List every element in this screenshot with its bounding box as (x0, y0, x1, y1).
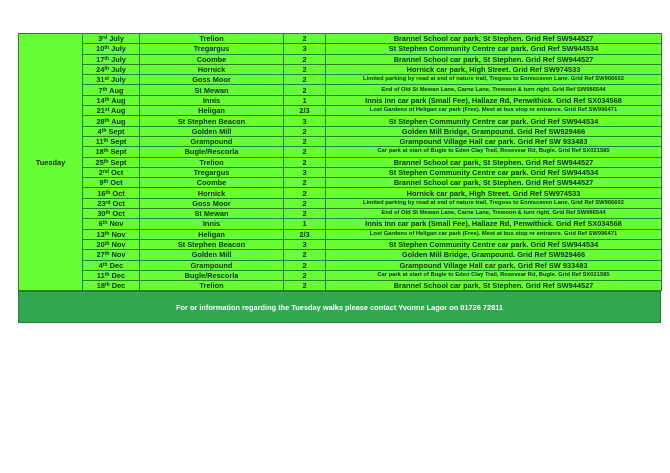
walk-date (83, 116, 140, 126)
walk-place: Hornick (140, 188, 284, 198)
date-day: 31 (96, 75, 105, 85)
walk-grade: 2 (284, 64, 326, 74)
date-suffix: th (104, 96, 110, 103)
walk-meeting-point: End of Old St Mewan Lane, Carne Lane, Trewoon & turn right. Grid Ref SW986544 (326, 85, 662, 95)
date-day: 4 (98, 260, 103, 270)
date-suffix: rd (102, 35, 108, 42)
walk-place: Golden Mill (140, 126, 284, 136)
walk-row (19, 198, 662, 208)
date-month: Oct (112, 188, 125, 198)
walk-date (83, 136, 140, 146)
walk-date (83, 209, 140, 219)
walk-date (83, 157, 140, 167)
walk-place: Trelion (140, 34, 284, 44)
date-month: Sept (110, 157, 127, 167)
walk-row (19, 157, 662, 167)
date-month: Sept (110, 137, 127, 147)
walk-row (19, 126, 662, 136)
date-suffix: th (104, 117, 110, 124)
date-day: 6 (98, 219, 103, 229)
walk-date (83, 281, 140, 291)
walk-place: St Stephen Beacon (140, 239, 284, 249)
walks-table (18, 33, 662, 291)
date-day: 27 (96, 250, 105, 260)
walk-date (83, 95, 140, 105)
walk-date (83, 106, 140, 116)
walk-place: Coombe (140, 178, 284, 188)
walk-row (19, 219, 662, 229)
date-suffix: nd (102, 169, 109, 175)
date-day: 10 (96, 44, 105, 54)
walk-grade: 2 (284, 136, 326, 146)
walk-meeting-point: Brannel School car park, St Stephen. Grid Ref SW944527 (326, 34, 662, 44)
walk-place: Innis (140, 95, 284, 105)
walk-place: Heligan (140, 229, 284, 239)
date-suffix: th (102, 220, 108, 227)
date-suffix: th (104, 66, 110, 73)
date-day: 3 (98, 34, 103, 44)
walk-date (83, 167, 140, 177)
walk-meeting-point: St Stephen Community Centre car park. Grid Ref SW944534 (326, 44, 662, 54)
walk-date (83, 44, 140, 54)
walk-date (83, 147, 140, 157)
walk-meeting-point: Brannel School car park, St Stephen. Grid Ref SW944527 (326, 178, 662, 188)
walk-date (83, 178, 140, 188)
walk-place: St Stephen Beacon (140, 116, 284, 126)
walk-date (83, 260, 140, 270)
date-day: 18 (95, 147, 104, 157)
walk-place: Heligan (140, 106, 284, 116)
walk-place: St Mewan (140, 209, 284, 219)
walk-grade: 2 (284, 85, 326, 95)
walks-schedule (18, 33, 661, 323)
date-day: 14 (96, 95, 105, 105)
walks-table-body (19, 34, 662, 291)
date-suffix: th (105, 189, 111, 196)
date-day: 20 (96, 240, 105, 250)
walk-meeting-point: Brannel School car park, St Stephen. Grid Ref SW944527 (326, 54, 662, 64)
walk-grade: 2 (284, 34, 326, 44)
walk-place: Trelion (140, 157, 284, 167)
walk-meeting-point: Hornick car park, High Street. Grid Ref SW974533 (326, 188, 662, 198)
date-suffix: th (104, 45, 110, 52)
walk-date (83, 239, 140, 249)
date-day: 7 (98, 85, 103, 95)
date-month: Oct (110, 178, 123, 188)
date-suffix: th (103, 138, 109, 145)
date-day: 18 (96, 281, 105, 291)
date-suffix: rd (105, 199, 111, 206)
walk-grade: 2 (284, 198, 326, 208)
walk-grade: 2 (284, 281, 326, 291)
date-month: Nov (111, 250, 126, 260)
date-suffix: st (104, 76, 109, 83)
date-day: 11 (95, 137, 104, 147)
date-month: Sept (108, 126, 125, 136)
walk-date (83, 188, 140, 198)
walk-meeting-point: St Stephen Community Centre car park. Grid Ref SW944534 (326, 116, 662, 126)
walk-row (19, 250, 662, 260)
contact-footer (18, 291, 661, 323)
walk-place: Golden Mill (140, 250, 284, 260)
walk-meeting-point: Hornick car park, High Street. Grid Ref SW974533 (326, 64, 662, 74)
date-month: Nov (109, 219, 124, 229)
date-month: Dec (109, 260, 124, 270)
walk-meeting-point: Limited parking by road at end of nature trail, Tregoss to Enniscaven Lane. Grid Ref SW966602 (326, 198, 662, 208)
walk-row (19, 229, 662, 239)
walk-row (19, 188, 662, 198)
walk-meeting-point: Golden Mill Bridge, Grampound. Grid Ref SW929466 (326, 250, 662, 260)
walk-row (19, 209, 662, 219)
walk-date (83, 85, 140, 95)
walk-meeting-point: Lost Gardens of Heligan car park (Free). Meet at bus stop nr entrance. Grid Ref SW996471 (326, 229, 662, 239)
walk-row (19, 54, 662, 64)
date-day: 30 (97, 209, 106, 219)
walk-meeting-point: Limited parking by road at end of nature trail, Tregoss to Enniscaven Lane. Grid Ref SW966602 (326, 75, 662, 85)
walk-meeting-point: Car park at start of Bugle to Eden Clay Trail, Rosevear Rd, Bugle. Grid Ref SX021585 (326, 147, 662, 157)
walk-row (19, 147, 662, 157)
date-month: July (111, 65, 126, 75)
walk-meeting-point: St Stephen Community Centre car park. Grid Ref SW944534 (326, 239, 662, 249)
date-day: 11 (96, 270, 105, 280)
walk-meeting-point: St Stephen Community Centre car park. Grid Ref SW944534 (326, 167, 662, 177)
walk-grade: 2 (284, 260, 326, 270)
date-suffix: th (104, 241, 110, 248)
date-suffix: th (104, 230, 110, 237)
walk-date (83, 126, 140, 136)
walk-row (19, 260, 662, 270)
walk-row (19, 270, 662, 280)
walk-grade: 2 (284, 75, 326, 85)
date-suffix: th (104, 251, 110, 258)
walk-date (83, 270, 140, 280)
date-month: Aug (111, 95, 126, 105)
walk-place: Innis (140, 219, 284, 229)
walk-grade: 2 (284, 157, 326, 167)
walk-grade: 2 (284, 126, 326, 136)
date-day: 25 (95, 157, 104, 167)
date-month: Aug (111, 116, 126, 126)
walk-row (19, 136, 662, 146)
walk-meeting-point: End of Old St Mewan Lane, Carne Lane, Trewoon & turn right. Grid Ref SW986544 (326, 209, 662, 219)
date-suffix: th (102, 86, 108, 93)
date-month: Sept (110, 147, 127, 157)
date-day: 16 (97, 188, 106, 198)
walk-meeting-point: Lost Gardens of Heligan car park (Free). Meet at bus stop nr entrance. Grid Ref SW996471 (326, 106, 662, 116)
date-month: Dec (111, 270, 126, 280)
walk-row (19, 64, 662, 74)
walk-meeting-point: Brannel School car park, St Stephen. Grid Ref SW944527 (326, 157, 662, 167)
date-suffix: th (103, 158, 109, 165)
walk-date (83, 54, 140, 64)
date-month: July (111, 54, 126, 64)
date-month: Oct (110, 168, 124, 177)
walk-row (19, 34, 662, 44)
walk-place: Grampound (140, 136, 284, 146)
walk-date (83, 229, 140, 239)
date-suffix: th (104, 271, 110, 278)
walk-row (19, 167, 662, 177)
date-month: Oct (112, 209, 125, 219)
walk-grade: 3 (284, 239, 326, 249)
walk-row (19, 239, 662, 249)
walk-grade: 3 (284, 116, 326, 126)
date-day: 24 (96, 65, 105, 75)
walk-date (83, 64, 140, 74)
walk-row (19, 281, 662, 291)
date-month: Nov (111, 229, 126, 239)
walk-meeting-point: Grampound Village Hall car park. Grid Ref SW 933483 (326, 136, 662, 146)
walk-grade: 2 (284, 178, 326, 188)
walk-date (83, 219, 140, 229)
walk-date (83, 75, 140, 85)
date-month: July (110, 75, 126, 85)
date-day: 21 (96, 106, 105, 116)
walk-place: Coombe (140, 54, 284, 64)
walk-date (83, 198, 140, 208)
walk-grade: 2 (284, 209, 326, 219)
date-month: July (111, 44, 126, 54)
contact-text: For or information regarding the Tuesday walks please contact Yvonne Lagor on 01726 72811 (175, 302, 504, 312)
walk-row (19, 106, 662, 116)
walk-row (19, 95, 662, 105)
walk-meeting-point: Innis Inn car park (Small Fee), Hallaze Rd, Penwithick. Grid Ref SX034568 (326, 95, 662, 105)
date-day: 2 (98, 168, 103, 177)
walk-grade: 2 (284, 250, 326, 260)
date-day: 17 (96, 54, 105, 64)
walk-grade: 1 (284, 95, 326, 105)
walk-place: Bugle/Rescorla (140, 270, 284, 280)
walk-meeting-point: Grampound Village Hall car park. Grid Ref SW 933483 (326, 260, 662, 270)
walk-place: Tregargus (140, 44, 284, 54)
date-month: Oct (112, 198, 125, 208)
walk-grade: 2 (284, 188, 326, 198)
date-suffix: th (101, 127, 107, 134)
walk-grade: 3 (284, 44, 326, 54)
walk-place: Tregargus (140, 167, 284, 177)
walk-place: Bugle/Rescorla (140, 147, 284, 157)
walk-place: Grampound (140, 260, 284, 270)
walk-place: Goss Moor (140, 75, 284, 85)
day-label: Tuesday (19, 34, 83, 291)
date-day: 13 (96, 229, 105, 239)
walk-date (83, 250, 140, 260)
walk-grade: 2/3 (284, 229, 326, 239)
walk-place: St Mewan (140, 85, 284, 95)
walk-row (19, 85, 662, 95)
date-month: Nov (111, 240, 126, 250)
date-day: 23 (97, 198, 106, 208)
walk-meeting-point: Innis Inn car park (Small Fee), Hallaze Rd, Penwithick. Grid Ref SX034568 (326, 219, 662, 229)
date-suffix: th (104, 55, 110, 62)
walk-meeting-point: Golden Mill Bridge, Grampound. Grid Ref SW929466 (326, 126, 662, 136)
walk-place: Hornick (140, 64, 284, 74)
date-suffix: th (104, 282, 110, 289)
walk-grade: 2/3 (284, 106, 326, 116)
walk-row (19, 75, 662, 85)
walk-grade: 2 (284, 147, 326, 157)
walk-row (19, 44, 662, 54)
date-month: Dec (111, 281, 126, 291)
date-suffix: th (102, 261, 108, 268)
walk-grade: 1 (284, 219, 326, 229)
walk-grade: 2 (284, 54, 326, 64)
walk-grade: 2 (284, 270, 326, 280)
date-suffix: th (105, 210, 111, 217)
date-month: July (109, 34, 124, 44)
date-day: 9 (99, 178, 104, 188)
date-suffix: th (103, 148, 109, 155)
walk-place: Goss Moor (140, 198, 284, 208)
walk-row (19, 116, 662, 126)
date-day: 4 (97, 126, 102, 136)
date-suffix: th (103, 179, 109, 186)
walk-grade: 3 (284, 167, 326, 177)
walk-meeting-point: Brannel School car park, St Stephen. Grid Ref SW944527 (326, 281, 662, 291)
date-month: Aug (109, 85, 124, 95)
date-month: Aug (111, 106, 126, 116)
date-day: 28 (96, 116, 105, 126)
walk-date (83, 34, 140, 44)
walk-row (19, 178, 662, 188)
walk-place: Trelion (140, 281, 284, 291)
date-suffix: st (104, 107, 110, 114)
walk-meeting-point: Car park at start of Bugle to Eden Clay Trail, Rosevear Rd, Bugle. Grid Ref SX021585 (326, 270, 662, 280)
